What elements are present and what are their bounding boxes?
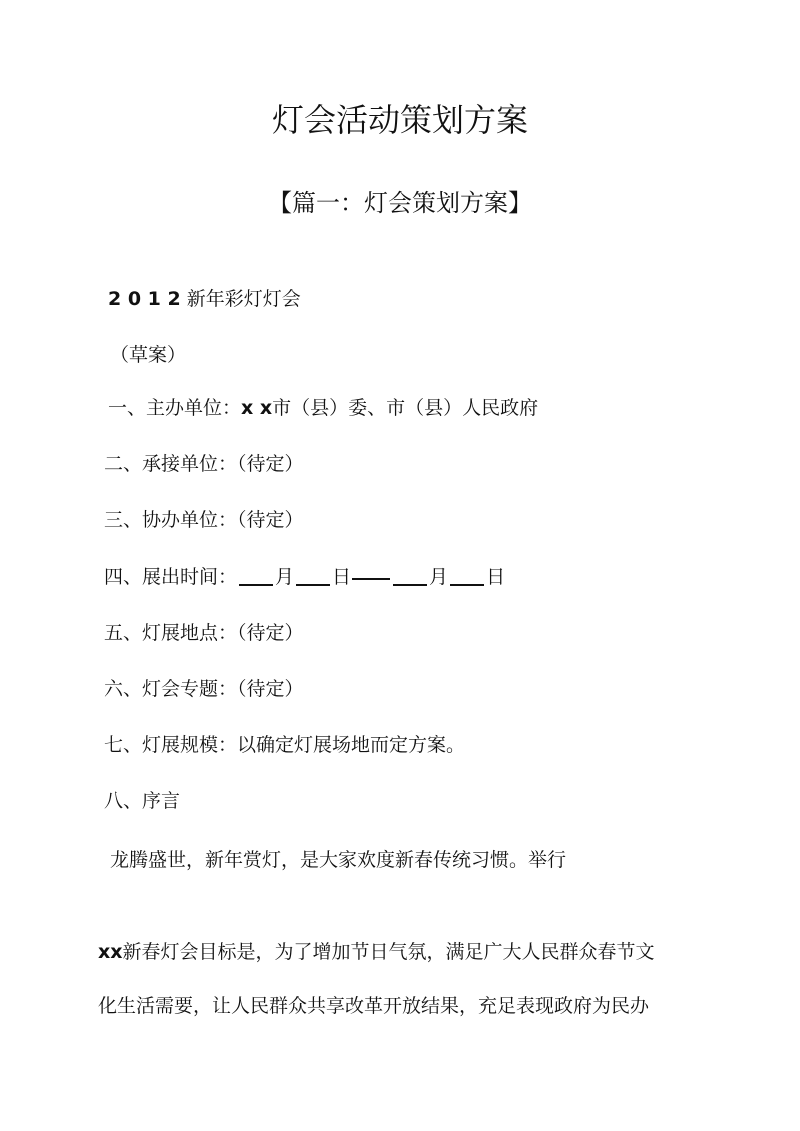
day-blank-start (296, 566, 330, 586)
preface-paragraph-line2-text: 新春灯会目标是，为了增加节日气氛，满足广大人民群众春节文 (122, 941, 655, 963)
item-scale: 七、灯展规模：以确定灯展场地而定方案。 (104, 734, 466, 756)
month-label-start: 月 (275, 566, 295, 588)
month-blank-start (239, 566, 273, 586)
event-name: 新年彩灯灯会 (186, 288, 301, 310)
day-label-start: 日 (332, 566, 352, 588)
item-undertaker: 二、承接单位：（待定） (104, 453, 304, 475)
item-theme: 六、灯会专题：（待定） (104, 678, 304, 700)
draft-label: （草案） (110, 344, 187, 366)
event-heading (108, 287, 301, 311)
item-organizer-placeholder: x x (241, 397, 273, 419)
day-blank-end (450, 566, 484, 586)
item-organizer-label: 一、主办单位： (108, 397, 242, 419)
preface-paragraph-line1: 龙腾盛世，新年赏灯，是大家欢度新春传统习惯。举行 (110, 849, 567, 871)
document-subtitle: 【篇一：灯会策划方案】 (268, 189, 532, 217)
item-exhibition-time (104, 565, 505, 589)
range-dash (352, 566, 390, 580)
event-year: 2 0 1 2 (108, 288, 181, 310)
month-blank-end (393, 566, 427, 586)
item-organizer (108, 396, 538, 420)
item-co-organizer: 三、协办单位：（待定） (104, 509, 304, 531)
document-title: 灯会活动策划方案 (271, 101, 528, 139)
placeholder-xx: xx (98, 941, 123, 963)
item-preface: 八、序言 (104, 790, 181, 812)
preface-paragraph-line3: 化生活需要，让人民群众共享改革开放结果，充足表现政府为民办 (98, 995, 650, 1017)
item-organizer-value: 市（县）委、市（县）人民政府 (272, 397, 539, 419)
item-exhibition-time-label: 四、展出时间： (104, 566, 238, 588)
month-label-end: 月 (429, 566, 449, 588)
preface-paragraph-line2 (98, 940, 655, 964)
item-venue: 五、灯展地点：（待定） (104, 622, 304, 644)
day-label-end: 日 (486, 566, 506, 588)
